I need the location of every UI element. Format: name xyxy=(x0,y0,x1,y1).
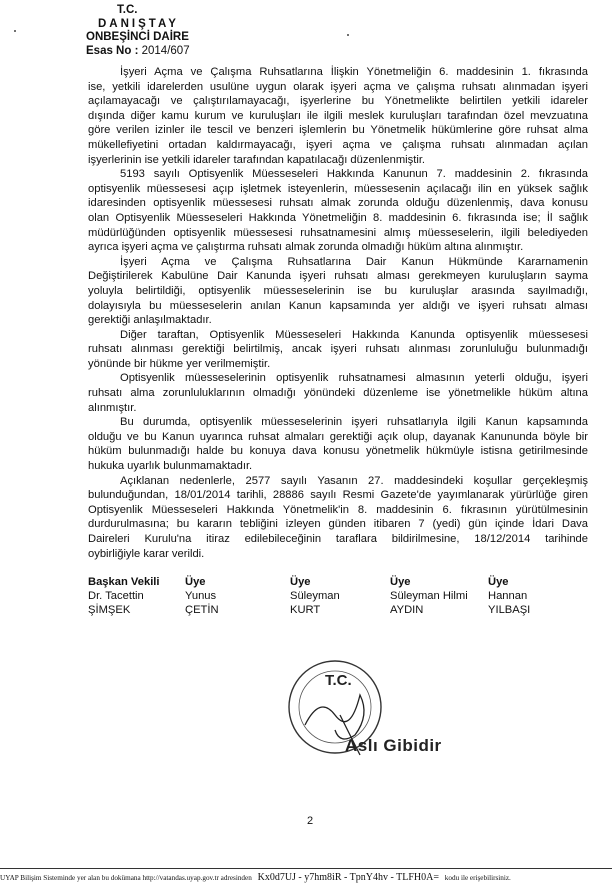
scan-speck xyxy=(347,34,349,36)
paragraph-line: mükellefiyetini ortadan kaldırmayacağı, işyeri açma ve çalışma ruhsatı alınmadan açılan xyxy=(88,138,588,151)
paragraph-line: Açıklanan nedenlerle, 2577 sayılı Yasanın 27. maddesindeki koşullar gerçekleşmiş xyxy=(120,474,588,487)
paragraph-line: ruhsatı alınması gerektiği belirtilmiş, ancak işyeri ruhsatı alınması zorunluluğu bulunmadığı xyxy=(88,343,588,356)
signatory-line2: YILBAŞI xyxy=(488,604,531,616)
signatory-line1: Yunus xyxy=(185,590,217,602)
paragraph-line: göre verilen izinler ile tescil ve benzeri işlemlerin bu Yönetmelik hükümlerine göre ruhsat alma xyxy=(88,124,588,137)
footer-suffix: kodu ile erişebilirsiniz. xyxy=(444,874,511,882)
case-number: 2014/607 xyxy=(141,44,190,57)
paragraph-line: ise, yetkili idarelerden usulüne uygun olarak işyeri açma ve çalışma ruhsatı alınmadan işyeri xyxy=(88,80,588,93)
paragraph-line: Diğer taraftan, Optisyenlik Müesseseleri Hakkında Kanunda optisyenlik müessesesi xyxy=(120,328,588,341)
paragraph-line: İşyeri Açma ve Çalışma Ruhsatlarına İlişkin Yönetmeliğin 6. maddesinin 1. fıkrasında xyxy=(120,66,588,78)
paragraph-line: Optisyenlik müesseselerinin optisyenlik ruhsatnamesi almasının yeterli olduğu, işyeri xyxy=(120,372,588,385)
paragraph-line: gerektiği anlaşılmaktadır. xyxy=(88,314,212,327)
verification-code: Kx0d7UJ - y7hm8iR - TpnY4hv - TLFH0A= xyxy=(257,872,439,883)
signatory-line2: KURT xyxy=(290,604,321,616)
paragraph-line: olan Optisyenlik Müesseseleri Hakkında Yönetmeliğin 8. maddesinin 6. fıkrasında ise; İl sağlık xyxy=(88,211,588,224)
paragraph-line: İşyeri Açma ve Çalışma Ruhsatlarına Dair Kanun Hükmünde Kararnamenin xyxy=(120,255,588,268)
paragraph-line: yönünde bir hükme yer verilmemiştir. xyxy=(88,357,271,370)
paragraph-line: durdurulmasına; bu kararın tebliğini izleyen günden itibaren 7 (yedi) gün içinde İdari Dava xyxy=(88,518,588,531)
signatory-title: Üye xyxy=(390,576,411,588)
paragraph-line: olduğu ve bu Kanun uyarınca ruhsat almaları gerektiği açık olup, dayanak Kanununda böyle bir xyxy=(88,430,588,443)
signatory-title: Üye xyxy=(185,576,206,588)
header-chamber: ONBEŞİNCİ DAİRE xyxy=(86,31,189,43)
case-label: Esas No : xyxy=(86,44,139,57)
header-court: DANIŞTAY xyxy=(98,17,179,30)
paragraph-line: 5193 sayılı Optisyenlik Müesseseleri Hakkında Kanunun 7. maddesinin 2. fıkrasında xyxy=(120,168,588,181)
footer xyxy=(0,868,612,883)
paragraph-line: dışında diğer kamu kurum ve kuruluşları ile ilgili meslek kuruluşları tarafından özel mevzuatına xyxy=(88,109,588,122)
paragraph-line: oybirliğiyle karar verildi. xyxy=(88,547,205,560)
signatory xyxy=(88,575,160,617)
paragraph-line: Bu durumda, optisyenlik müesseselerinin işyeri ruhsatlarıyla ilgili Kanun kapsamında xyxy=(120,416,588,429)
signatory xyxy=(290,575,340,617)
footer-prefix: UYAP Bilişim Sisteminde yer alan bu dokümana http://vatandas.uyap.gov.tr adresinden xyxy=(0,874,252,882)
signatory-title: Üye xyxy=(290,576,311,588)
signatory xyxy=(390,575,468,617)
paragraph-line: hukuka uyarlık bulunmamaktadır. xyxy=(88,460,253,473)
signatory-line1: Hannan xyxy=(488,590,528,602)
paragraph-line: idaresinden optisyenlik müessesesi ruhsatı almak zorunda olduğu düzenlenmiş, dava konusu xyxy=(88,197,588,210)
paragraph-line: hüküm bulunmadığı halde bu konuya dava konusu yönetmelik hükmüyle istisna getirilmesinde xyxy=(88,445,588,458)
signatory-line1: Dr. Tacettin xyxy=(88,590,144,602)
stamp-seal-text: T.C. xyxy=(325,672,352,689)
scan-speck xyxy=(14,30,16,32)
signatory-line2: ÇETİN xyxy=(185,604,219,616)
paragraph-line: Optisyenlik Müesseseleri Hakkında Yönetmelik'in 8. maddesinin 6. fıkrasının yürütülmesinin xyxy=(88,503,588,516)
certified-copy-text: Aslı Gibidir xyxy=(345,736,442,755)
signatory-line1: Süleyman Hilmi xyxy=(390,590,468,602)
document-header xyxy=(86,4,190,58)
signatory-line1: Süleyman xyxy=(290,590,340,602)
paragraph-line: Daireleri Kurulu'na itiraz edilebileceğinin taraflara bildirilmesine, 18/12/2014 tarihinde xyxy=(88,533,588,545)
signatory-title: Üye xyxy=(488,576,509,588)
paragraph-line: dolayısıyla bu müesseselerin anılan Kanun kapsamında yer aldığı ve işyeri ruhsatı alması xyxy=(88,299,588,312)
signatory xyxy=(185,575,219,617)
paragraph-line: bulunduğundan, 18/01/2014 tarihli, 28886 sayılı Resmi Gazete'de yayımlanarak yürürlüğe giren xyxy=(88,489,588,502)
paragraph-line: müdürlüğünden optisyenlik müessesesi ruhsatnamesini almış müesseselerin, ilgili belediyeden xyxy=(88,226,588,239)
paragraph-line: işyerlerinin ise yetkili idareler tarafından kapatılacağı düzenlenmiştir. xyxy=(88,153,426,166)
paragraph-line: yoluyla belirtildiği, optisyenlik müesseselerinin ise bu kuruluşlar arasında sayılmadığı, xyxy=(88,284,588,297)
signatory xyxy=(488,575,530,617)
paragraph-line: optisyenlik müessesesi açıp işletmek isteyenlerin, müessesenin açılacağı ilin en yüksek sağlık xyxy=(88,182,588,195)
signatory-title: Başkan Vekili xyxy=(88,576,160,588)
signatory-line2: AYDIN xyxy=(390,604,424,616)
paragraph-line: alınmıştır. xyxy=(88,401,137,414)
header-tc: T.C. xyxy=(117,4,138,16)
header-case-number xyxy=(86,45,190,59)
decision-body xyxy=(88,65,588,561)
page-number: 2 xyxy=(307,815,314,827)
paragraph-line: Değiştirilerek Kabulüne Dair Kanunda işyeri ruhsatı alması gerekmeyen kuruluşların sayma xyxy=(88,270,588,283)
paragraph-line: ayrıca işyeri açma ve çalıştırma ruhsatı almak zorunda olmadığı hüküm altına alınmıştır. xyxy=(88,241,524,254)
signatory-line2: ŞİMŞEK xyxy=(88,604,131,616)
paragraph-line: ruhsatı alma zorunluluklarının olmadığı yönündeki düzenleme ise yönetmelikle hüküm altına xyxy=(88,387,588,400)
paragraph-line: açılamayacağı ve çalıştırılamayacağı, işyerlerine bu Yönetmelikte belirtilen yetkili idareler xyxy=(88,95,588,108)
